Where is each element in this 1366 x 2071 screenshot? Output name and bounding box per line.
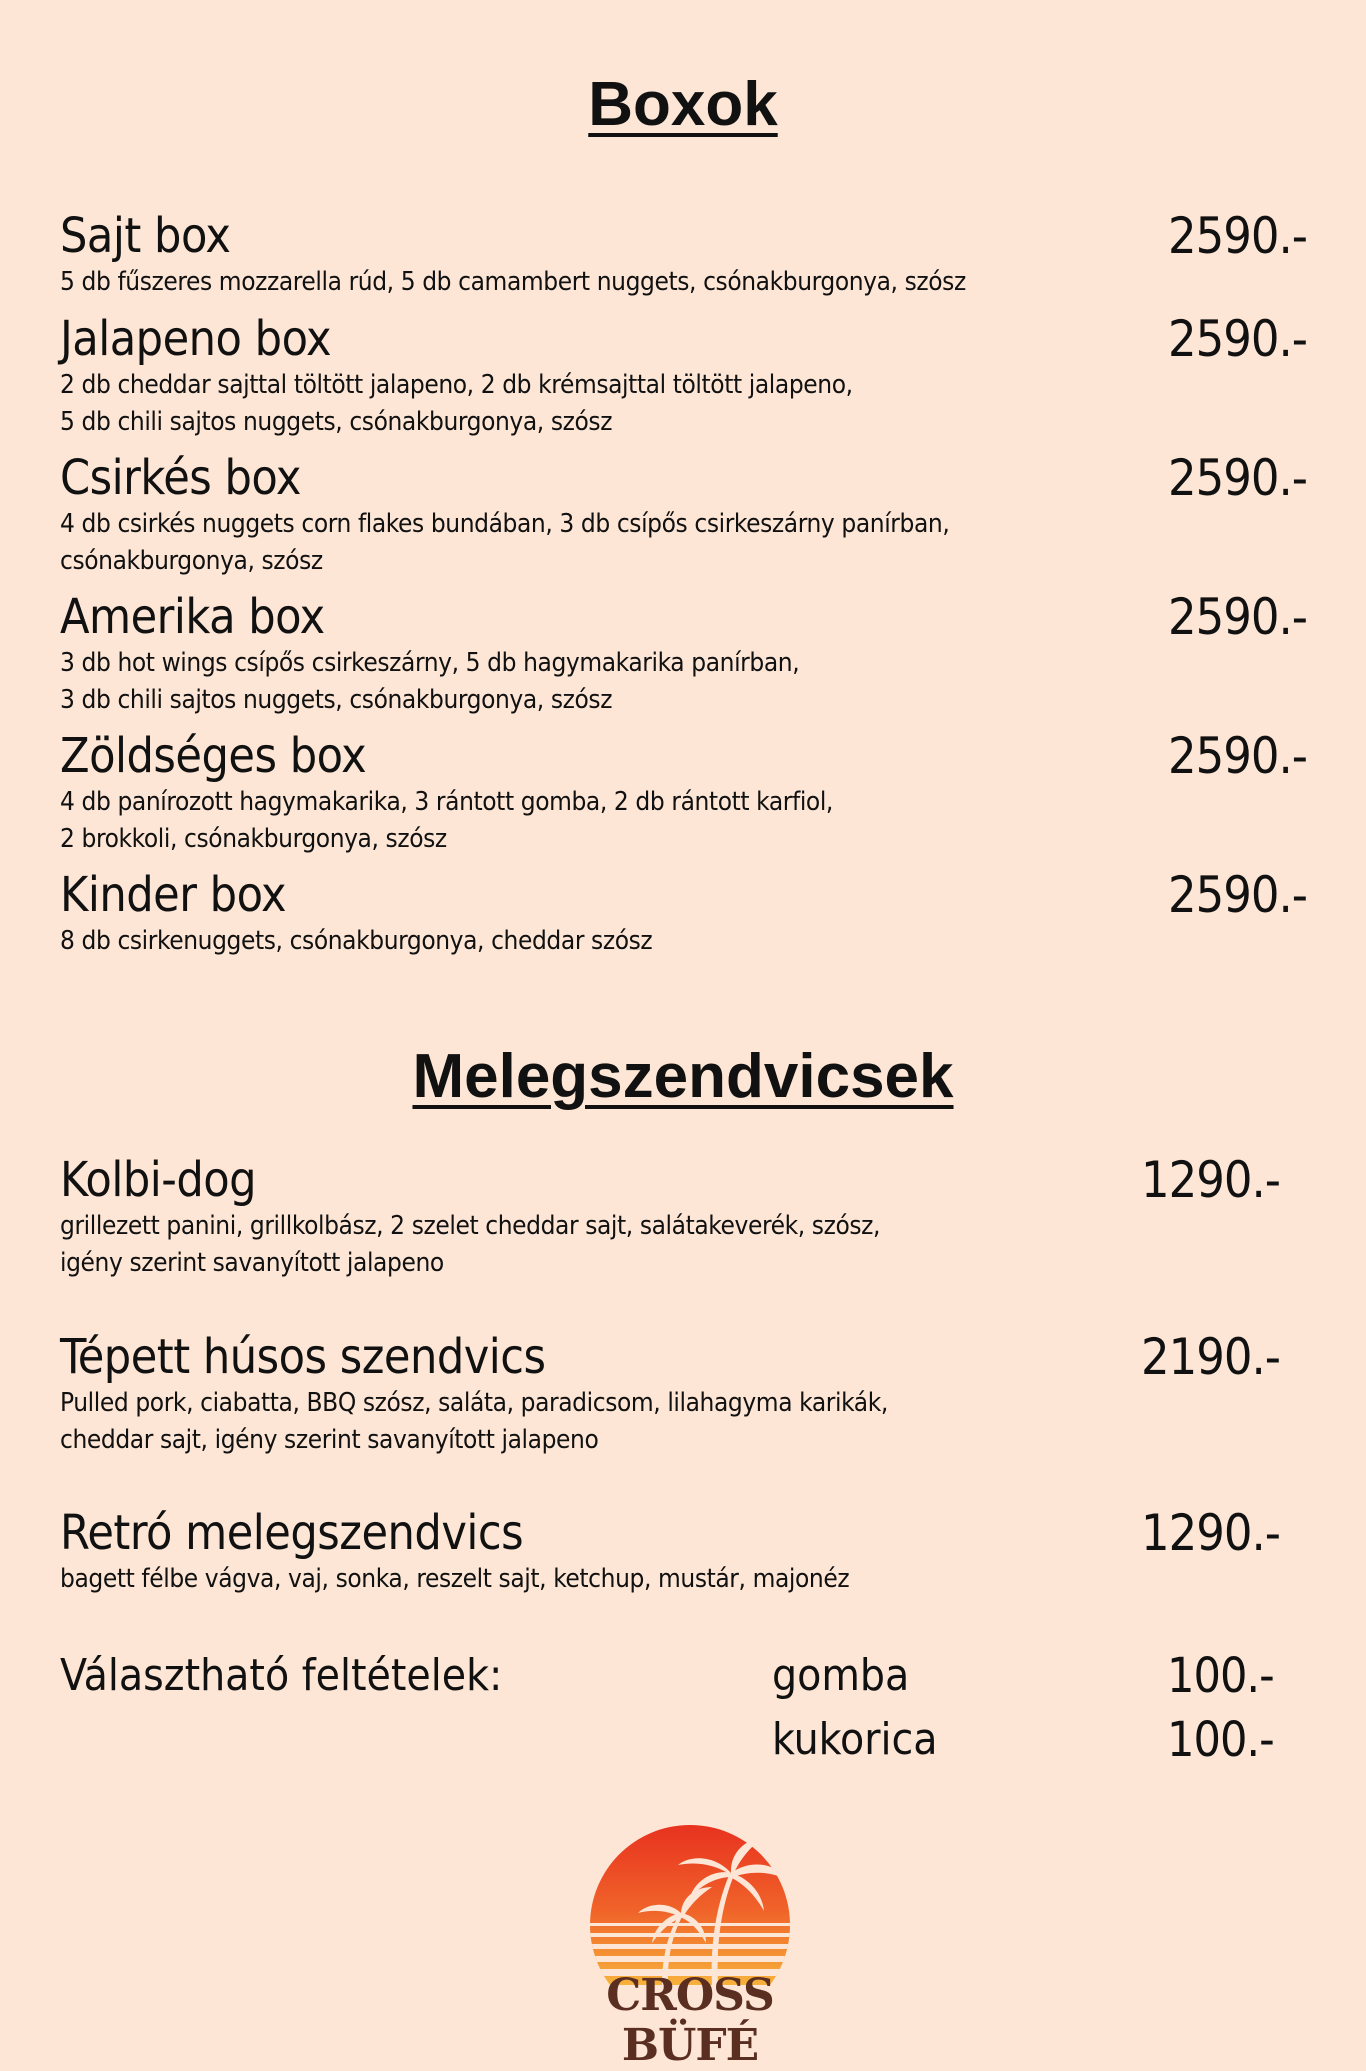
cross-bufe-logo bbox=[540, 1825, 840, 2071]
menu-item bbox=[60, 1152, 1310, 1282]
item-price: 2590.- bbox=[1168, 727, 1307, 785]
item-name: Jalapeno box bbox=[60, 311, 332, 367]
item-name: Amerika box bbox=[60, 589, 325, 645]
item-description: 4 db panírozott hagymakarika, 3 rántott gomba, 2 db rántott karfiol, 2 brokkoli, csónakburgonya, szósz bbox=[60, 787, 833, 854]
item-price: 2590.- bbox=[1168, 207, 1307, 265]
item-description: grillezett panini, grillkolbász, 2 szelet cheddar sajt, salátakeverék, szósz, igény szerint savanyított jalapeno bbox=[60, 1211, 881, 1278]
logo-text: CROSS BÜFÉ bbox=[606, 1970, 774, 2071]
item-name: Retró melegszendvics bbox=[60, 1505, 524, 1561]
item-name: Kinder box bbox=[60, 867, 287, 923]
topping-price: 100.- bbox=[1167, 1648, 1274, 1704]
item-description: Pulled pork, ciabatta, BBQ szósz, saláta, paradicsom, lilahagyma karikák, cheddar sajt, igény szerint savanyított jalapeno bbox=[60, 1388, 888, 1455]
melegszendvicsek-title: Melegszendvicsek bbox=[412, 1042, 954, 1111]
menu-item bbox=[60, 311, 1310, 441]
menu-item bbox=[60, 728, 1310, 858]
item-name: Tépett húsos szendvics bbox=[60, 1329, 546, 1385]
item-description: 4 db csirkés nuggets corn flakes bundában, 3 db csípős csirkeszárny panírban, csónakburgonya, szósz bbox=[60, 509, 950, 576]
palm-tree-sunset-icon bbox=[540, 1825, 840, 1985]
toppings-section bbox=[60, 1648, 1310, 1778]
menu-item bbox=[60, 208, 1310, 301]
item-price: 2190.- bbox=[1141, 1328, 1280, 1386]
topping-name: kukorica bbox=[772, 1714, 938, 1765]
item-price: 2590.- bbox=[1168, 588, 1307, 646]
menu-item bbox=[60, 589, 1310, 719]
topping-name: gomba bbox=[772, 1650, 910, 1701]
menu-item bbox=[60, 867, 1310, 960]
item-name: Zöldséges box bbox=[60, 728, 367, 784]
item-price: 2590.- bbox=[1168, 310, 1307, 368]
topping-item bbox=[772, 1712, 1274, 1768]
menu-item bbox=[60, 450, 1310, 580]
item-description: 8 db csirkenuggets, csónakburgonya, cheddar szósz bbox=[60, 926, 653, 956]
item-name: Kolbi-dog bbox=[60, 1152, 257, 1208]
item-name: Sajt box bbox=[60, 208, 231, 264]
menu-item bbox=[60, 1329, 1310, 1459]
boxok-title: Boxok bbox=[588, 70, 778, 139]
item-name: Csirkés box bbox=[60, 450, 301, 506]
item-description: 3 db hot wings csípős csirkeszárny, 5 db hagymakarika panírban, 3 db chili sajtos nuggets, csónakburgonya, szósz bbox=[60, 648, 800, 715]
toppings-label: Választható feltételek: bbox=[60, 1650, 503, 1701]
item-description: 2 db cheddar sajttal töltött jalapeno, 2 db krémsajttal töltött jalapeno, 5 db chili sajtos nuggets, csónakburgonya, szósz bbox=[60, 370, 853, 437]
item-price: 1290.- bbox=[1141, 1151, 1280, 1209]
item-price: 2590.- bbox=[1168, 866, 1307, 924]
menu-item bbox=[60, 1505, 1310, 1598]
item-description: bagett félbe vágva, vaj, sonka, reszelt sajt, ketchup, mustár, majonéz bbox=[60, 1564, 850, 1594]
item-price: 1290.- bbox=[1141, 1504, 1280, 1562]
item-price: 2590.- bbox=[1168, 449, 1307, 507]
item-description: 5 db fűszeres mozzarella rúd, 5 db camambert nuggets, csónakburgonya, szósz bbox=[60, 267, 966, 297]
topping-price: 100.- bbox=[1167, 1712, 1274, 1768]
topping-item bbox=[772, 1648, 1274, 1704]
